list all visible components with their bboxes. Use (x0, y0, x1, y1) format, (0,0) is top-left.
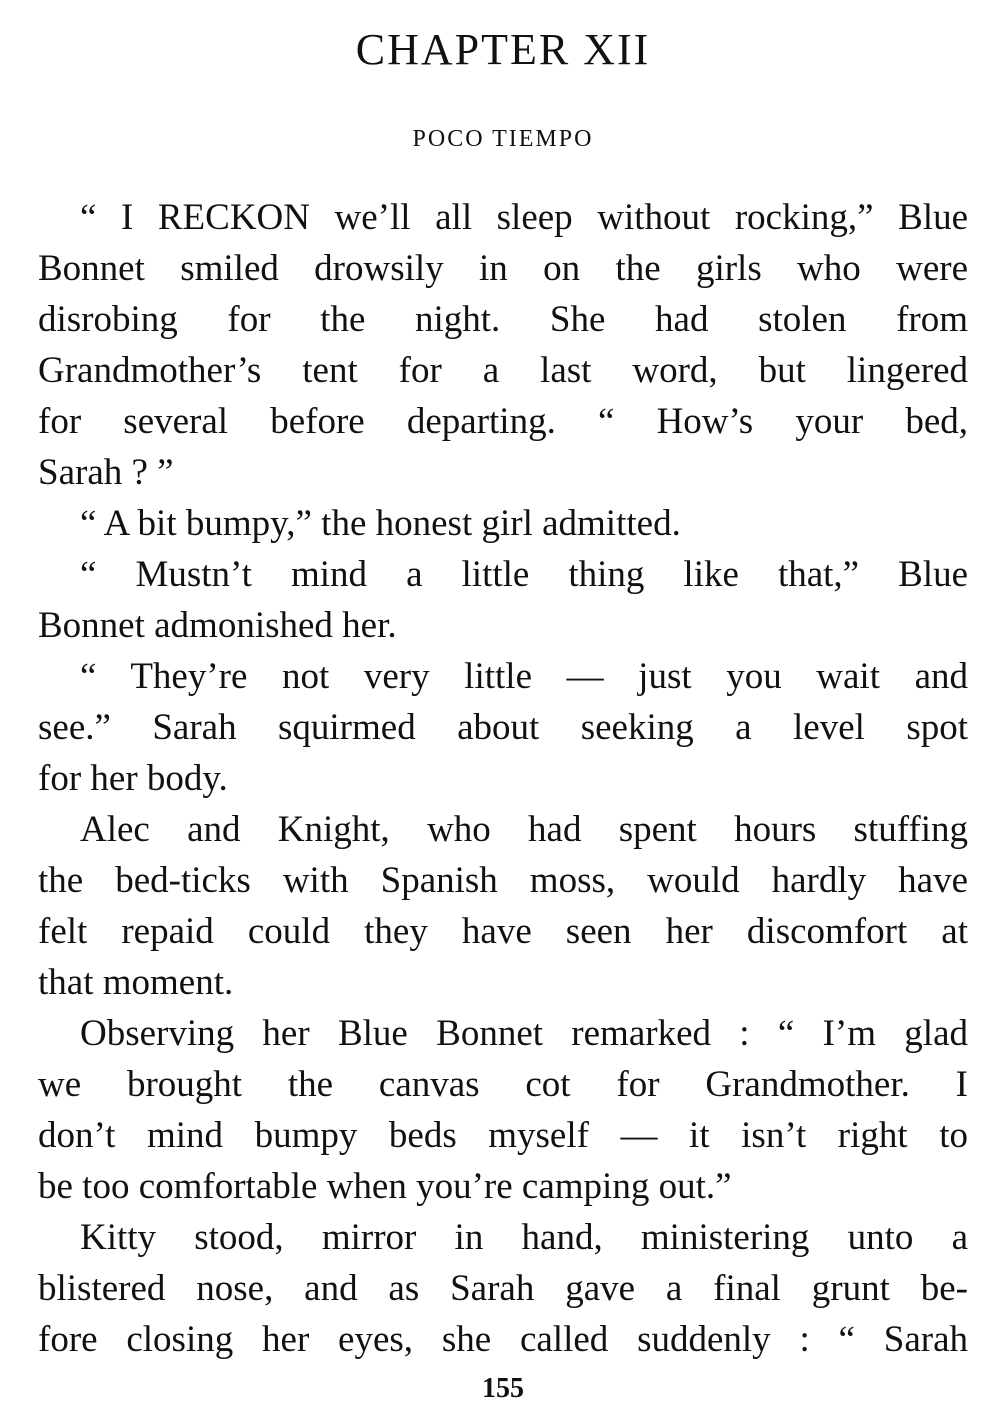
chapter-title: CHAPTER XII (355, 25, 651, 74)
text-line: Sarah ? ” (38, 452, 174, 493)
chapter-subtitle: POCO TIEMPO (412, 126, 594, 152)
text-line: “ Mustn’t mind a little thing like that,” Blue (80, 554, 968, 595)
text-line: Alec and Knight, who had spent hours stuffing (80, 809, 968, 850)
text-line: Bonnet smiled drowsily in on the girls who were (38, 248, 968, 289)
text-line: we brought the canvas cot for Grandmother. I (38, 1064, 968, 1105)
book-page (38, 0, 968, 1425)
body-text (38, 192, 968, 1365)
text-line: don’t mind bumpy beds myself — it isn’t right to (38, 1115, 968, 1156)
text-line: Kitty stood, mirror in hand, ministering unto a (80, 1217, 968, 1258)
text-line: for her body. (38, 758, 228, 799)
page-number: 155 (482, 1373, 524, 1404)
text-line: felt repaid could they have seen her discomfort at (38, 911, 968, 952)
text-line: Bonnet admonished her. (38, 605, 397, 646)
text-line: Observing her Blue Bonnet remarked : “ I’m glad (80, 1013, 968, 1054)
text-line: blistered nose, and as Sarah gave a final grunt be- (38, 1268, 968, 1309)
text-line: that moment. (38, 962, 234, 1003)
text-line: be too comfortable when you’re camping out.” (38, 1166, 732, 1207)
text-line: fore closing her eyes, she called suddenly : “ Sarah (38, 1319, 968, 1360)
text-line: Grandmother’s tent for a last word, but lingered (38, 350, 968, 391)
text-line: disrobing for the night. She had stolen from (38, 299, 968, 340)
text-line: “ I RECKON we’ll all sleep without rocking,” Blue (80, 197, 968, 238)
text-line: the bed-ticks with Spanish moss, would hardly have (38, 860, 968, 901)
text-line: “ They’re not very little — just you wait and (80, 656, 968, 697)
text-line: for several before departing. “ How’s your bed, (38, 401, 968, 442)
text-line: “ A bit bumpy,” the honest girl admitted. (80, 503, 681, 544)
text-line: see.” Sarah squirmed about seeking a level spot (38, 707, 968, 748)
